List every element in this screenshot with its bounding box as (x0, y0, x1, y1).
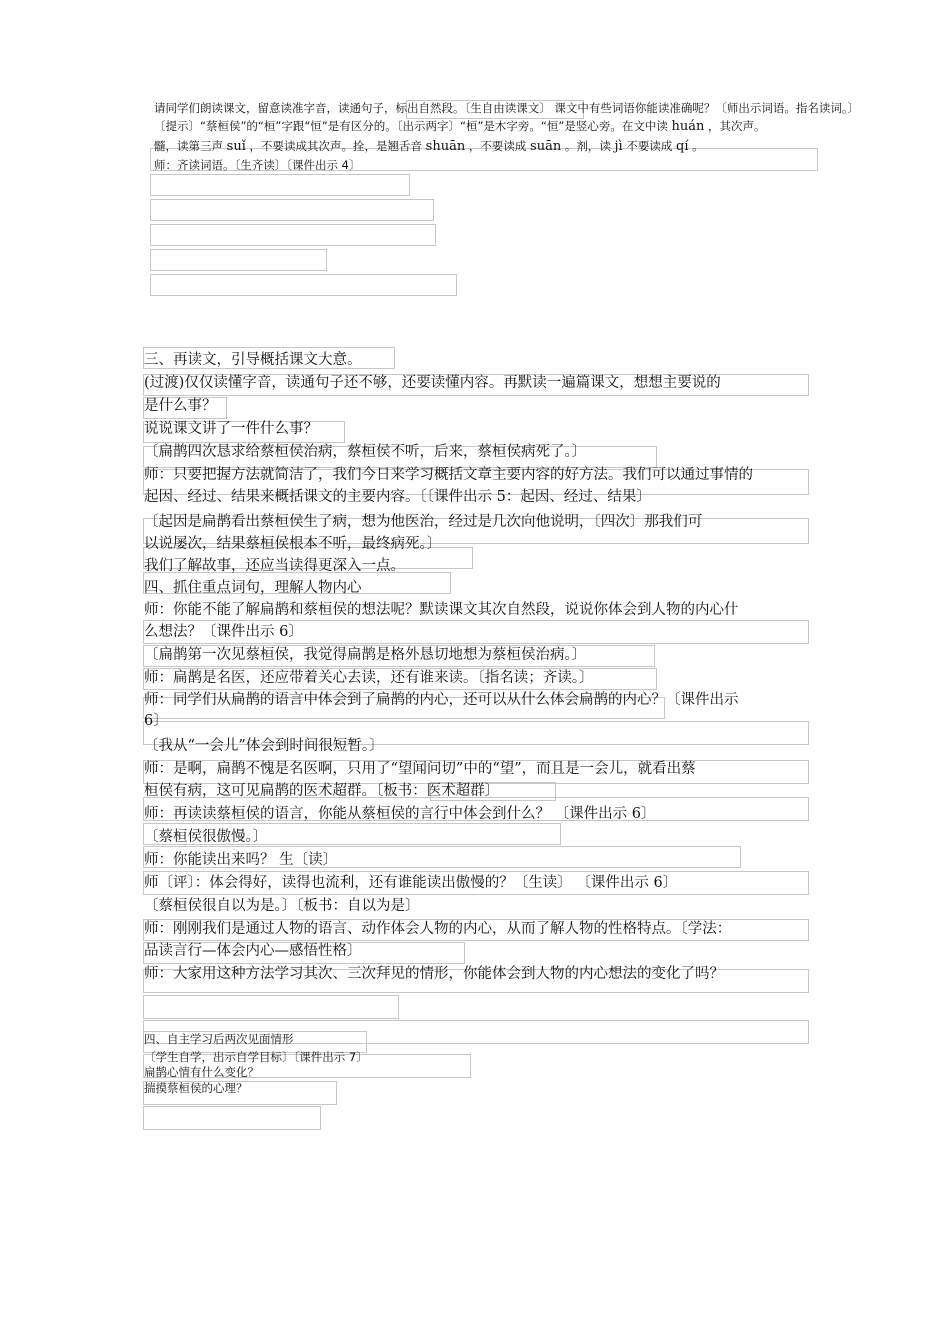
field-box (143, 1106, 321, 1130)
intro-line-3-a: 髓，读第三声 (154, 139, 223, 153)
field-box (143, 995, 399, 1019)
body-line: 起因、经过、结果来概括课文的主要内容。〔〔课件出示 5：起因、经过、结果〕 (144, 489, 651, 505)
body-line: 以说屡次，结果蔡桓侯根本不听，最终病死。〕 (144, 536, 442, 552)
field-box (150, 174, 410, 196)
pinyin-qi: qí (676, 139, 689, 154)
body-line: 是什么事？ (144, 398, 217, 414)
intro-line-1: 请同学们朗读课文，留意读准字音，读通句子，标出自然段。〔生自由读课文〕 课文中有些词语你能读准确呢？〔师出示词语。指名读词。〕 (154, 101, 860, 115)
intro-line-3-f: 。 (692, 139, 704, 153)
intro-line-3-d: 。剂，读 (564, 139, 611, 153)
pinyin-huan: huán (671, 119, 705, 134)
body-line: 师：刚刚我们是通过人物的语言、动作体会人物的内心，从而了解人物的性格特点。〔学法： (144, 921, 732, 937)
pinyin-shuan: shuān (425, 139, 466, 154)
body-line: 6〕 (144, 713, 168, 729)
body-line: 说说课文讲了一件什么事？ (144, 421, 318, 437)
intro-line-2 (154, 119, 766, 134)
body-line: 师：同学们从扁鹊的语言中体会到了扁鹊的内心，还可以从什么体会扁鹊的内心？〔课件出示 (144, 692, 739, 708)
body-line: 〔蔡桓侯很傲慢。〕 (144, 829, 268, 845)
body-line: 〔扁鹊第一次见蔡桓侯，我觉得扁鹊是格外恳切地想为蔡桓侯治病。〕 (144, 647, 587, 663)
intro-line-3-e: 不要读成 (626, 139, 673, 153)
body-line: 〔起因是扁鹊看出蔡桓侯生了病，想为他医治，经过是几次向他说明，〔四次〕那我们可 (144, 514, 703, 530)
intro-line-2-text: 〔提示〕“蔡桓侯”的“桓”字跟“恒”是有区分的。〔出示两字〕“桓”是木字旁。“恒”是竖心旁。在文中读 (154, 119, 668, 133)
body-line: 〔蔡桓侯很自以为是。〕〔板书：自以为是〕 (144, 898, 420, 914)
intro-line-2-tail: ，其次声。 (708, 119, 766, 133)
intro-line-3-c: ，不要读成 (468, 139, 527, 153)
intro-line-3-b: ，不要读成其次声。拴，是翘舌音 (249, 139, 423, 153)
body-line: 师：扁鹊是名医，还应带着关心去读，还有谁来读。〔指名读；齐读。〕 (144, 670, 594, 686)
pinyin-sui: suǐ (226, 139, 246, 154)
field-box (150, 274, 457, 296)
body-line: 师：再读读蔡桓侯的语言，你能从蔡桓侯的言行中体会到什么？ 〔课件出示 6〕 (144, 806, 656, 822)
body-line: 么想法？〔课件出示 6〕 (144, 624, 303, 640)
body-line: 师：你能读出来吗？ 生〔读〕 (144, 852, 338, 868)
body-line: 师：大家用这种方法学习其次、三次拜见的情形，你能体会到人物的内心想法的变化了吗？ (144, 966, 724, 982)
body-line: 品读言行—体会内心—感悟性格〕 (144, 943, 362, 959)
body-line-small: 〔学生自学，出示自学目标〕〔课件出示 7〕 (144, 1050, 368, 1064)
body-line: (过渡)仅仅读懂字音，读通句子还不够，还要读懂内容。再默读一遍篇课文，想想主要说的 (144, 375, 721, 391)
body-line-small: 扁鹊心情有什么变化？ (144, 1065, 259, 1079)
section-heading-4: 四、抓住重点词句，理解人物内心 (144, 580, 362, 596)
section-heading-self-study: 四、自主学习后两次见面情形 (144, 1032, 294, 1046)
body-line-small: 揣摸蔡桓侯的心理？ (144, 1081, 248, 1095)
intro-line-3 (154, 139, 704, 154)
section-heading-3: 三、再读文，引导概括课文大意。 (144, 352, 362, 368)
pinyin-ji: jì (614, 139, 623, 154)
field-box (150, 199, 434, 221)
body-line: 〔我从“一会儿”体会到时间很短暂。〕 (144, 738, 384, 754)
body-line: 桓侯有病，这可见扁鹊的医术超群。〔板书：医术超群〕 (144, 783, 500, 799)
intro-line-4: 师：齐读词语。〔生齐读〕〔课件出示 4〕 (154, 158, 361, 172)
body-line: 师：只要把握方法就简洁了，我们今日来学习概括文章主要内容的好方法。我们可以通过事情的 (144, 467, 753, 483)
field-box (150, 224, 436, 246)
body-line: 我们了解故事，还应当读得更深入一点。 (144, 558, 405, 574)
pinyin-suan: suān (530, 139, 562, 154)
body-line: 〔扁鹊四次恳求给蔡桓侯治病，蔡桓侯不听，后来，蔡桓侯病死了。〕 (144, 444, 587, 460)
body-line: 师：是啊，扁鹊不愧是名医啊，只用了“望闻问切”中的“望”，而且是一会儿，就看出蔡 (144, 761, 696, 777)
field-box (150, 249, 327, 271)
body-line: 师：你能不能了解扁鹊和蔡桓侯的想法呢？默读课文其次自然段，说说你体会到人物的内心什 (144, 602, 739, 618)
body-line: 师〔评〕：体会得好，读得也流利，还有谁能读出傲慢的？〔生读〕 〔课件出示 6〕 (144, 875, 678, 891)
